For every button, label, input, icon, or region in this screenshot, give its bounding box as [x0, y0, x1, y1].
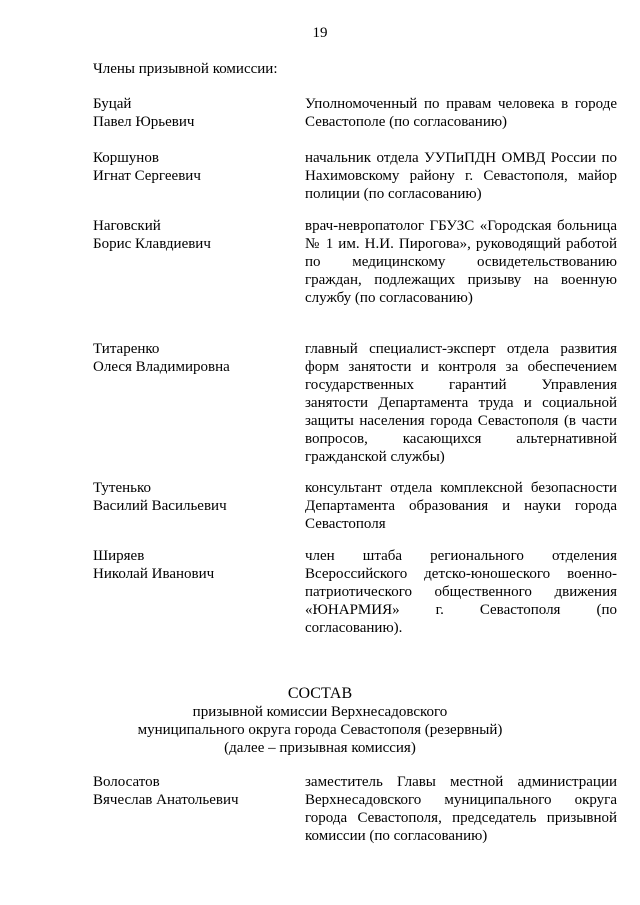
page-number: 19 — [312, 25, 328, 41]
member-given-name: Олеся Владимировна — [93, 359, 230, 375]
chairman-surname: Волосатов — [93, 774, 160, 790]
member-role: врач-невропатолог ГБУЗС «Городская больница № 1 им. Н.И. Пирогова», руководящий работой по медицинскому освидетельствованию граждан, подлежащих призыву на военную службу (по согласованию) — [305, 218, 617, 306]
composition-heading — [0, 685, 640, 757]
member-name — [93, 149, 293, 185]
member-name — [93, 547, 293, 583]
chairman-role: заместитель Главы местной администрации Верхнесадовского муниципального округа города Севастополя, председатель призывной комиссии (по согласованию) — [305, 774, 617, 844]
member-name — [93, 217, 293, 253]
member-name — [93, 340, 293, 376]
composition-subtitle-line: (далее – призывная комиссия) — [224, 740, 416, 756]
member-name — [93, 479, 293, 515]
member-name — [93, 95, 293, 131]
member-surname: Тутенько — [93, 480, 152, 496]
chairman-given-name: Вячеслав Анатольевич — [93, 792, 239, 808]
section-heading-members: Члены призывной комиссии: — [93, 61, 278, 77]
member-role: член штаба регионального отделения Всероссийского детско-юношеского военно-патриотического общественного движения «ЮНАРМИЯ» г. Севастополя (по согласованию). — [305, 548, 617, 636]
member-surname: Наговский — [93, 218, 161, 234]
member-surname: Буцай — [93, 96, 132, 112]
composition-subtitle-line: муниципального округа города Севастополя (резервный) — [137, 722, 503, 738]
member-role: консультант отдела комплексной безопасности Департамента образования и науки города Севастополя — [305, 480, 617, 532]
member-given-name: Павел Юрьевич — [93, 114, 195, 130]
member-role: главный специалист-эксперт отдела развития форм занятости и контроля за обеспечением государственных гарантий Управления занятости Департамента труда и социальной защиты населения города Севастополя (в части вопросов, касающихся альтернативной гражданской службы) — [305, 341, 617, 465]
member-given-name: Игнат Сергеевич — [93, 168, 201, 184]
composition-subtitle-line: призывной комиссии Верхнесадовского — [192, 704, 448, 720]
composition-title: СОСТАВ — [287, 685, 353, 702]
member-given-name: Борис Клавдиевич — [93, 236, 211, 252]
member-role: Уполномоченный по правам человека в городе Севастополе (по согласованию) — [305, 96, 617, 130]
member-role: начальник отдела УУПиПДН ОМВД России по Нахимовскому району г. Севастополя, майор полиции (по согласованию) — [305, 150, 617, 202]
chairman-name — [93, 773, 293, 809]
member-surname: Коршунов — [93, 150, 159, 166]
member-surname: Титаренко — [93, 341, 160, 357]
member-given-name: Василий Васильевич — [93, 498, 227, 514]
member-given-name: Николай Иванович — [93, 566, 215, 582]
member-surname: Ширяев — [93, 548, 145, 564]
